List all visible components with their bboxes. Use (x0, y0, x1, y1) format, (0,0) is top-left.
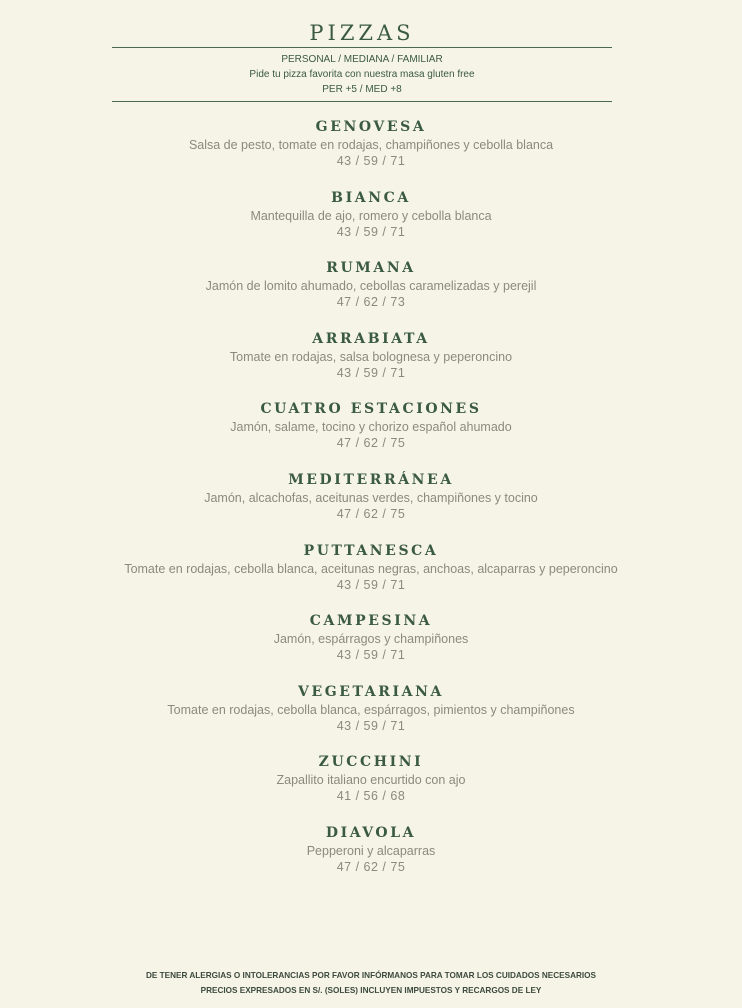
item-name: BIANCA (331, 189, 411, 206)
item-name: PUTTANESCA (303, 542, 439, 559)
item-price: 47 / 62 / 75 (336, 436, 406, 451)
item-price: 43 / 59 / 71 (336, 224, 406, 239)
menu-item (0, 612, 742, 683)
item-name: ARRABIATA (312, 330, 430, 347)
menu-item (0, 330, 742, 401)
menu-item (0, 471, 742, 542)
item-price: 43 / 59 / 71 (336, 648, 406, 663)
menu-item (0, 118, 742, 189)
item-price: 43 / 59 / 71 (336, 718, 406, 733)
surcharge-line: PER +5 / MED +8 (322, 84, 402, 95)
header-bottom-divider (112, 101, 612, 102)
item-description: Tomate en rodajas, cebolla blanca, aceitunas negras, anchoas, alcaparras y peperoncino (124, 561, 618, 576)
gluten-free-line: Pide tu pizza favorita con nuestra masa gluten free (249, 69, 475, 80)
item-description: Jamón, alcachofas, aceitunas verdes, champiñones y tocino (204, 490, 538, 505)
item-price: 43 / 59 / 71 (336, 577, 406, 592)
menu-item (0, 683, 742, 754)
price-notice: PRECIOS EXPRESADOS EN S/. (SOLES) INCLUYEN IMPUESTOS Y RECARGOS DE LEY (200, 986, 542, 995)
item-price: 43 / 59 / 71 (336, 365, 406, 380)
item-price: 47 / 62 / 75 (336, 506, 406, 521)
item-price: 47 / 62 / 73 (336, 295, 406, 310)
menu-item (0, 542, 742, 613)
allergy-notice: DE TENER ALERGIAS O INTOLERANCIAS POR FAVOR INFÓRMANOS PARA TOMAR LOS CUIDADOS NECESARIOS (145, 971, 597, 980)
item-name: GENOVESA (315, 119, 427, 135)
item-description: Mantequilla de ajo, romero y cebolla blanca (250, 208, 492, 223)
menu-item (0, 189, 742, 260)
item-description: Salsa de pesto, tomate en rodajas, champiñones y cebolla blanca (188, 138, 554, 152)
footer-notice (0, 968, 742, 998)
item-name: RUMANA (326, 260, 416, 277)
menu-item (0, 753, 742, 824)
item-name: DIAVOLA (325, 824, 417, 841)
sizes-line: PERSONAL / MEDIANA / FAMILIAR (281, 54, 443, 65)
item-description: Jamón, salame, tocino y chorizo español ahumado (230, 420, 512, 435)
menu-header (112, 20, 612, 102)
item-description: Pepperoni y alcaparras (306, 843, 436, 858)
pizza-list (0, 118, 742, 895)
item-name: CAMPESINA (309, 613, 433, 630)
item-price: 41 / 56 / 68 (336, 789, 406, 804)
menu-item (0, 400, 742, 471)
item-name: VEGETARIANA (298, 683, 444, 700)
item-name: CUATRO ESTACIONES (260, 401, 482, 418)
item-description: Tomate en rodajas, cebolla blanca, espárragos, pimientos y champiñones (167, 702, 575, 717)
item-name: ZUCCHINI (318, 754, 424, 771)
header-top-divider (112, 47, 612, 48)
item-description: Zapallito italiano encurtido con ajo (276, 773, 466, 788)
item-description: Tomate en rodajas, salsa bolognesa y peperoncino (229, 349, 513, 364)
item-description: Jamón, espárragos y champiñones (273, 632, 469, 647)
item-name: MEDITERRÁNEA (288, 471, 454, 488)
page-title: PIZZAS (309, 21, 415, 45)
menu-item (0, 259, 742, 330)
item-description: Jamón de lomito ahumado, cebollas caramelizadas y perejil (205, 279, 537, 294)
item-price: 43 / 59 / 71 (336, 154, 406, 168)
item-price: 47 / 62 / 75 (336, 859, 406, 874)
menu-item (0, 824, 742, 895)
